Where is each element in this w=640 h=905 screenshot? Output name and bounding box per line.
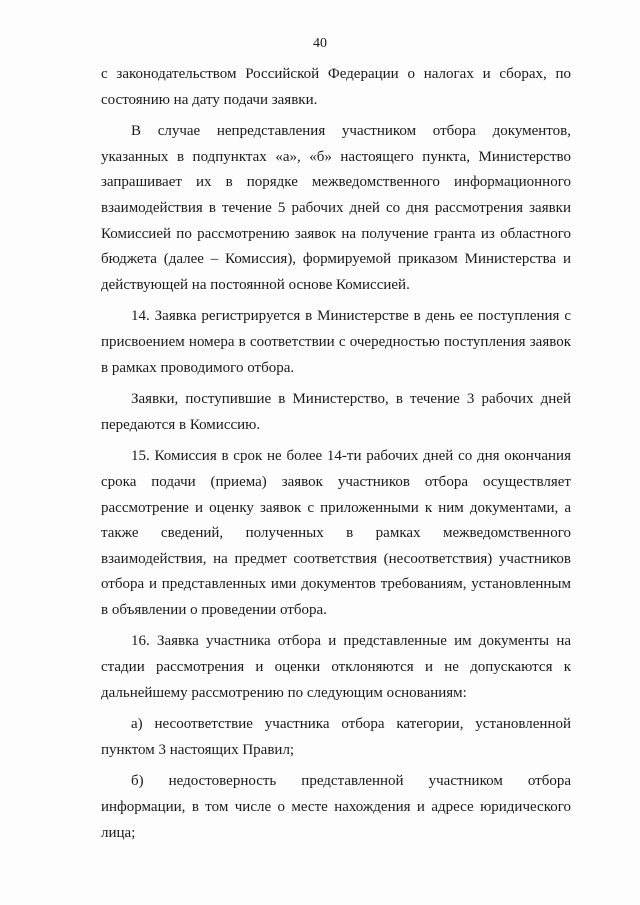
paragraph: В случае непредставления участником отбора документов, указанных в подпунктах «а», «б» настоящего пункта, Министерство запрашивает их в порядке межведомственного информационного взаимодействия в течение 5 рабочих дней со дня рассмотрения заявки Комиссией по рассмотрению заявок на получение гранта из областного бюджета (далее – Комиссия), формируемой приказом Министерства и действующей на постоянной основе Комиссией. — [101, 123, 571, 293]
subclause-a: а) несоответствие участника отбора категории, установленной пунктом 3 настоящих Правил; — [101, 716, 571, 758]
paragraph-clause-16: 16. Заявка участника отбора и представленные им документы на стадии рассмотрения и оценки отклоняются и не допускаются к дальнейшему рассмотрению по следующим основаниям: — [101, 633, 571, 701]
subclause-b: б) недостоверность представленной участником отбора информации, в том числе о месте нахождения и адресе юридического лица; — [101, 773, 571, 841]
paragraph: с законодательством Российской Федерации о налогах и сборах, по состоянию на дату подачи заявки. — [101, 66, 571, 108]
paragraph: Заявки, поступившие в Министерство, в течение 3 рабочих дней передаются в Комиссию. — [101, 391, 571, 433]
paragraph-clause-15: 15. Комиссия в срок не более 14-ти рабочих дней со дня окончания срока подачи (приема) заявок участников отбора осуществляет рассмотрение и оценку заявок с приложенными к ним документами, а также сведений, полученных в рамках межведомственного взаимодействия, на предмет соответствия (несоответствия) участников отбора и представленных ими документов требованиям, установленным в объявлении о проведении отбора. — [101, 448, 571, 618]
document-body — [101, 62, 571, 852]
paragraph-clause-14: 14. Заявка регистрируется в Министерстве в день ее поступления с присвоением номера в соответствии с очередностью поступления заявок в рамках проводимого отбора. — [101, 308, 571, 376]
page-number: 40 — [313, 36, 327, 51]
